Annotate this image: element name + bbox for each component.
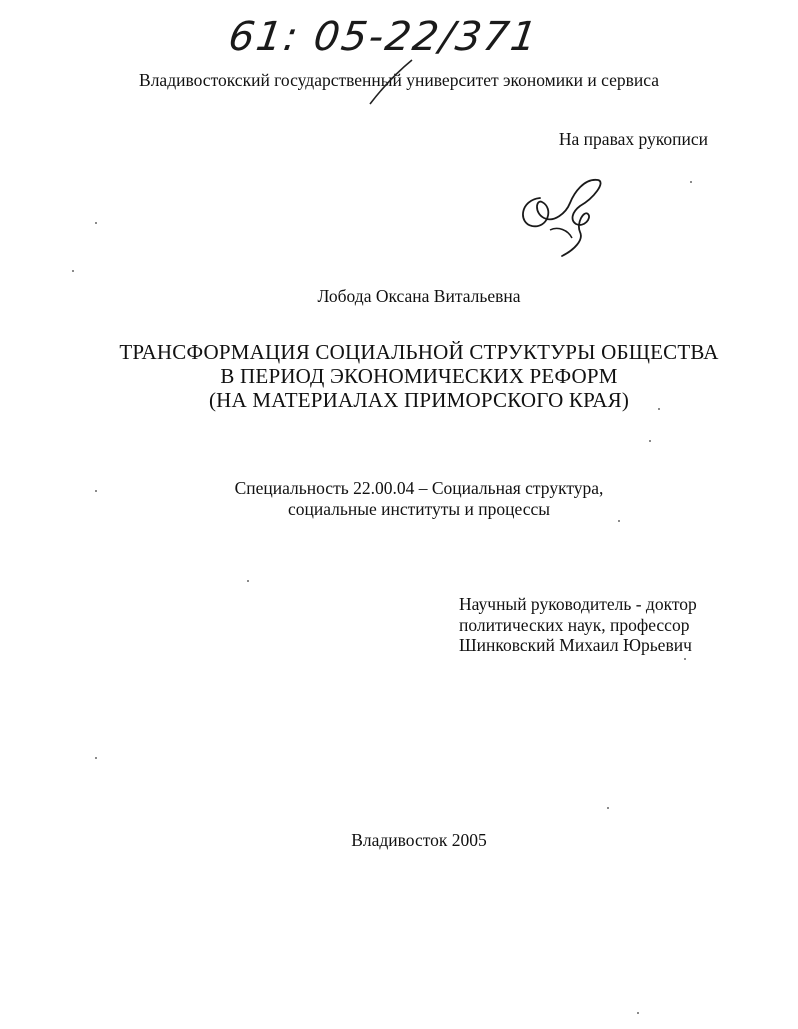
- supervisor-line: Шинковский Михаил Юрьевич: [459, 635, 692, 655]
- supervisor-line: Научный руководитель - доктор: [459, 594, 697, 614]
- scientific-supervisor: [459, 594, 697, 656]
- supervisor-line: политических наук, профессор: [459, 614, 690, 635]
- scan-speck: [658, 408, 660, 410]
- scan-speck: [95, 490, 97, 492]
- title-line: В ПЕРИОД ЭКОНОМИЧЕСКИХ РЕФОРМ: [220, 364, 618, 388]
- author-signature: [510, 168, 620, 263]
- specialty: [0, 478, 798, 520]
- scan-speck: [95, 222, 97, 224]
- manuscript-rights-note: На правах рукописи: [558, 129, 708, 149]
- specialty-line: социальные институты и процессы: [287, 499, 551, 519]
- scan-speck: [247, 580, 249, 582]
- scan-speck: [618, 520, 620, 522]
- title-line: ТРАНСФОРМАЦИЯ СОЦИАЛЬНОЙ СТРУКТУРЫ ОБЩЕСТВА: [119, 340, 719, 364]
- scan-speck: [649, 440, 651, 442]
- handwritten-catalog-number: 61: 05-22/371: [225, 14, 542, 60]
- title-line: (НА МАТЕРИАЛАХ ПРИМОРСКОГО КРАЯ): [208, 388, 630, 412]
- scan-speck: [95, 757, 97, 759]
- scan-speck: [684, 658, 686, 660]
- scan-speck: [72, 270, 74, 272]
- scan-speck: [607, 807, 609, 809]
- city-and-year: Владивосток 2005: [351, 830, 487, 850]
- dissertation-title: [0, 340, 798, 412]
- university-name: Владивостокский государственный университет экономики и сервиса: [139, 70, 659, 90]
- scan-speck: [690, 181, 692, 183]
- author-name: Лобода Оксана Витальевна: [317, 286, 521, 306]
- scan-speck: [637, 1012, 639, 1014]
- handwritten-slash-stroke: [360, 58, 420, 108]
- specialty-line: Специальность 22.00.04 – Социальная структура,: [234, 478, 604, 498]
